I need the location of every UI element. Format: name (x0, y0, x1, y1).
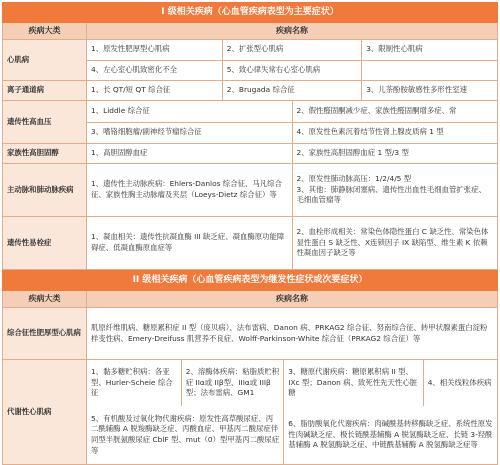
disease-cell: 1、凝血相关：遗传性抗凝血酶 III 缺乏症、凝血酶原功能障碍症、低凝血酶原血症等 (87, 217, 292, 269)
disease-cell: 4、原发性色素沉着结节性肾上腺皮质病 1 型 (296, 127, 444, 137)
disease-cell: 3、儿茶酚胺敏感性多形性室速 (366, 85, 467, 95)
category-aortic-pulmonary: 主动脉和肺动脉疾病 (3, 164, 87, 217)
level1-col-name: 疾病名称 (87, 23, 498, 40)
level2-table (2, 270, 498, 465)
level2-title: II 级相关疾病（心血管疾病表型为继发性症状或次要症状） (3, 271, 498, 291)
category-hereditary-hypertension: 遗传性高血压 (3, 101, 87, 144)
disease-cell: 2、扩张型心肌病 (222, 40, 361, 60)
disease-table-document (2, 2, 498, 462)
category-thrombophilia: 遗传性易栓症 (3, 217, 87, 270)
disease-cell: 5、致心律失常右心室心肌病 (222, 60, 361, 80)
disease-cell: 3、限制性心肌病 (362, 40, 497, 60)
level2-col-category: 疾病大类 (3, 291, 87, 308)
disease-cell: 2、溶酶体疾病：粘脂质贮积症 IIα或 IIβ型、IIIα或 IIIβ型；法布雷病、GM1 (181, 360, 284, 406)
disease-cell: 2、Brugada 综合征 (222, 81, 361, 100)
disease-cell: 1、原发性肥厚型心肌病 (87, 40, 222, 60)
category-familial-hypercholesterolemia: 家族性高胆固醇 (3, 144, 87, 164)
disease-cell: 5、有机酸及过氧化物代谢疾病：原发性高草酸尿症、丙二酰辅酶 A 脱羧酶缺乏症、丙酸血症、甲基丙二酸尿症伴同型半胱氨酸尿症 CblF 型、mut（0）型甲基丙二酸尿症等 (87, 406, 284, 464)
disease-cell: 6、脂肪酸氧化代谢疾病：肉碱酰基转移酶缺乏症、系统性原发性肉碱缺乏症、极长链酰基辅酶 A 脱氢酶缺乏症、长链 3-羟酰基辅酶 A 脱氢酶缺乏症、中链酰基辅酶 A 脱氢酶缺乏症等 (288, 418, 493, 450)
disease-cell: 肌原纤维肌病、糖原累积症 II 型（庞贝病）、法布雷病、Danon 病、PRKAG2 综合征、努南综合征、转甲状腺素蛋白淀粉样变性病、Emery-Dreifuss 肌营养不良症、Wolff-Parkinson-White 综合征（PRKAG2 综合征）等 (87, 308, 498, 360)
disease-cell: 2、血栓形成相关：常染色体隐性蛋白 C 缺乏性、常染色体显性蛋白 S 缺乏性、X连锁因子 IX 缺陷型、维生素 K 依赖性凝血因子缺乏等 (296, 226, 489, 258)
level1-title: Ⅰ 级相关疾病（心血管疾病表型为主要症状） (3, 3, 498, 23)
category-cardiomyopathy: 心肌病 (3, 40, 87, 81)
disease-cell (362, 60, 497, 80)
level2-col-name: 疾病名称 (87, 291, 498, 308)
category-metabolic-cardiomyopathy: 代谢性心肌病 (3, 360, 87, 465)
category-ion-channel: 离子通道病 (3, 81, 87, 101)
category-syndromic-hcm: 综合征性肥厚型心肌病 (3, 308, 87, 360)
disease-cell: 1、高胆固醇血症 (87, 144, 292, 163)
level1-col-category: 疾病大类 (3, 23, 87, 40)
disease-cell: 2、假性醛固酮减少症、家族性醛固酮增多症、常 (292, 101, 497, 122)
disease-cell: 2、原发性肺动脉高压：1/2/4/5 型 3、其他：肺静脉闭塞病、遗传性出血性毛细血管扩张症、毛细血管瘤等 (296, 173, 486, 205)
disease-cell: 3、嗜铬细胞瘤/副神经节瘤综合征 (87, 122, 292, 143)
level1-table (2, 2, 498, 270)
disease-cell: 4、相关线粒体疾病 (427, 377, 492, 387)
disease-cell: 1、遗传性主动脉疾病：Ehlers-Danlos 综合征、马凡综合征、家族性胸主动脉瘤及夹层（Loeys-Dietz 综合征）等 (87, 164, 292, 216)
disease-cell: 4、左心室心肌致密化不全 (87, 60, 222, 80)
disease-cell: 1、Liddle 综合征 (87, 101, 292, 122)
disease-cell: 1、黏多糖贮积病：各亚型、Hurler-Scheie 综合征 (87, 360, 181, 406)
disease-cell: 3、糖原代谢疾病：糖原累积病 II 型、IXc 型；Danon 病、致死性先天性心脏糖 (284, 360, 423, 406)
disease-cell: 1、长 QT/短 QT 综合征 (87, 81, 222, 100)
disease-cell: 2、家族性高胆固醇血症 1 型/3 型 (296, 148, 409, 158)
